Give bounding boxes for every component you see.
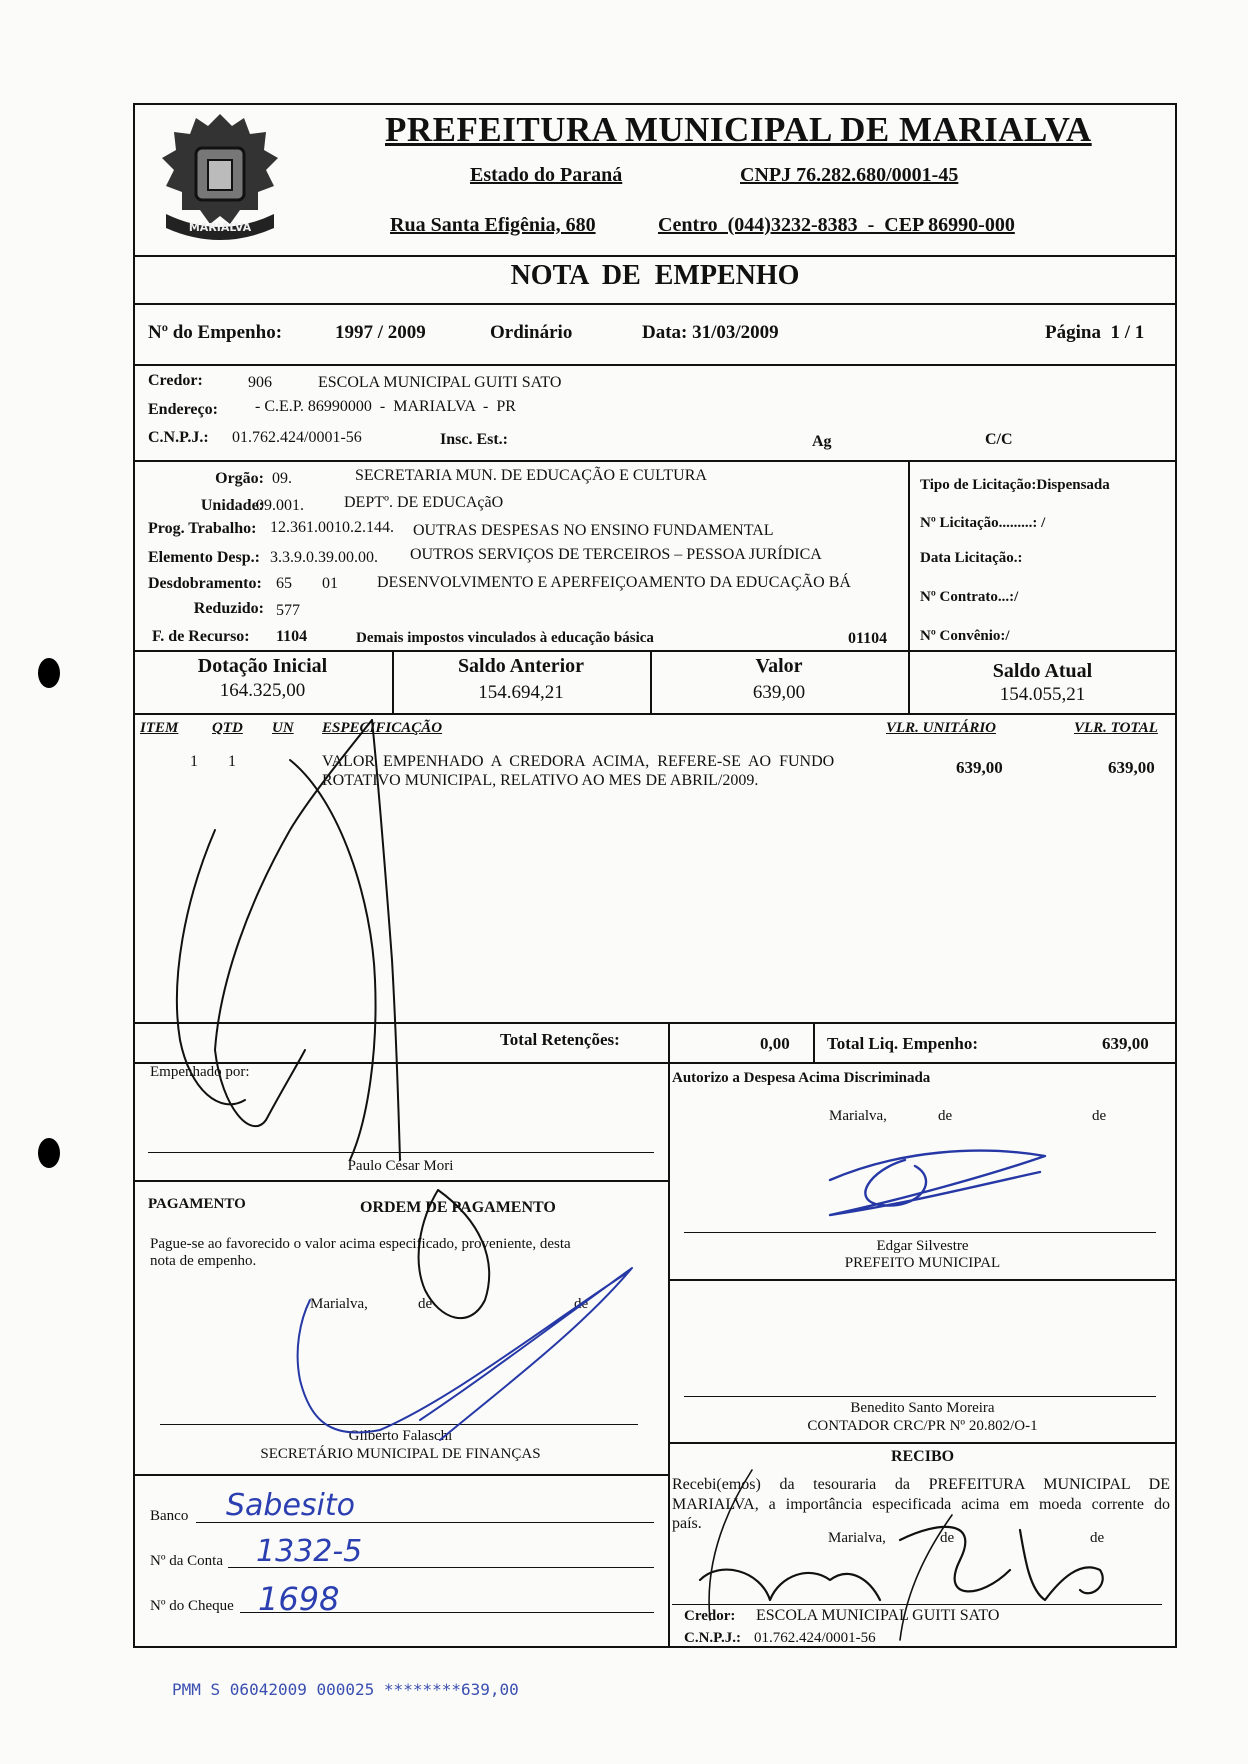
- liquido-value: 639,00: [1102, 1034, 1149, 1053]
- divider: [668, 1022, 670, 1062]
- credor-cnpj-label: C.N.P.J.:: [148, 429, 209, 446]
- divider: [133, 303, 1177, 305]
- credor-name: ESCOLA MUNICIPAL GUITI SATO: [318, 374, 562, 391]
- recibo-text-line2: MARIALVA, a importância especificada acima em moeda corrente do: [672, 1496, 1170, 1513]
- banco-handwritten: Sabesito: [226, 1488, 356, 1523]
- recurso-code: 1104: [276, 628, 308, 645]
- divider: [133, 1180, 668, 1182]
- divider: [813, 1022, 815, 1062]
- recibo-credor: ESCOLA MUNICIPAL GUITI SATO: [756, 1607, 1000, 1624]
- document-title: NOTA DE EMPENHO: [510, 260, 800, 291]
- prog-label: Prog. Trabalho:: [148, 520, 257, 537]
- licitacao-tipo: Tipo de Licitação:Dispensada: [920, 477, 1110, 493]
- elemento-name: OUTROS SERVIÇOS DE TERCEIROS – PESSOA JURÍDICA: [410, 546, 822, 563]
- divider: [668, 1442, 1177, 1444]
- pagamento-signer: Gilberto Falaschi: [348, 1428, 453, 1444]
- desdobramento-label: Desdobramento:: [148, 575, 262, 592]
- recibo-de1: de: [940, 1530, 955, 1546]
- divider: [133, 1062, 1177, 1064]
- credor-address-label: Endereço:: [148, 401, 218, 418]
- item-unit-value: 639,00: [956, 758, 1003, 777]
- autorizo-de2: de: [1092, 1108, 1107, 1124]
- signature-line: [672, 1604, 1162, 1605]
- empenho-type: Ordinário: [490, 322, 573, 343]
- signature-line: [160, 1424, 638, 1425]
- autorizo-place: Marialva,: [829, 1108, 887, 1124]
- valor-value: 639,00: [752, 682, 806, 703]
- licitacao-convenio: Nº Convênio:/: [920, 628, 1010, 644]
- unidade-label: Unidade:: [200, 497, 264, 514]
- divider: [133, 1474, 668, 1476]
- elemento-code: 3.3.9.0.39.00.00.: [270, 549, 378, 566]
- empenho-number-label: Nº do Empenho:: [148, 322, 283, 343]
- prog-code: 12.361.0010.2.144.: [270, 519, 394, 536]
- item-qtd: 1: [228, 753, 236, 770]
- desdobramento-code: 65: [276, 575, 292, 592]
- col-un-header: UN: [272, 720, 294, 736]
- conta-label: Nº da Conta: [150, 1553, 223, 1569]
- pagamento-label: PAGAMENTO: [148, 1196, 246, 1212]
- credor-label: Credor:: [148, 372, 203, 389]
- divider: [133, 1022, 1177, 1024]
- punch-hole-top: [38, 658, 60, 688]
- desdobramento-sub: 01: [322, 575, 338, 592]
- pagamento-text-line2: nota de empenho.: [150, 1253, 257, 1269]
- unidade-code: 09.001.: [256, 497, 304, 514]
- saldo-anterior-value: 154.694,21: [478, 682, 564, 703]
- dotacao-label: Dotação Inicial: [197, 655, 328, 677]
- empenho-number: 1997 / 2009: [335, 322, 426, 343]
- credor-address: - C.E.P. 86990000 - MARIALVA - PR: [255, 398, 516, 415]
- divider: [133, 255, 1177, 257]
- empenhado-signer: Paulo César Mori: [347, 1158, 454, 1174]
- divider: [908, 460, 910, 650]
- item-number: 1: [190, 753, 198, 770]
- col-especificacao-header: ESPECIFICAÇÃO: [322, 720, 443, 736]
- reduzido-label: Reduzido:: [193, 600, 264, 617]
- prog-name: OUTRAS DESPESAS NO ENSINO FUNDAMENTAL: [413, 522, 774, 539]
- credor-cnpj: 01.762.424/0001-56: [232, 429, 362, 446]
- recurso-label: F. de Recurso:: [152, 628, 250, 645]
- licitacao-data: Data Licitação.:: [920, 550, 1023, 566]
- liquido-label: Total Liq. Empenho:: [827, 1034, 978, 1053]
- item-spec-line1: VALOR EMPENHADO A CREDORA ACIMA, REFERE-SE AO FUNDO: [322, 753, 835, 770]
- credor-ag-label: Ag: [812, 433, 832, 450]
- header-district-phone-cep: Centro (044)3232-8383 - CEP 86990-000: [658, 214, 1015, 236]
- svg-text:MARIALVA: MARIALVA: [188, 221, 252, 234]
- recibo-credor-label: Credor:: [684, 1608, 736, 1624]
- col-vlr-unitario-header: VLR. UNITÁRIO: [886, 720, 997, 736]
- divider: [668, 1062, 670, 1648]
- conta-handwritten: 1332-5: [256, 1534, 363, 1569]
- divider: [133, 460, 1177, 462]
- header-title: PREFEITURA MUNICIPAL DE MARIALVA: [385, 110, 1092, 149]
- saldo-atual-label: Saldo Atual: [992, 660, 1093, 682]
- reduzido-value: 577: [276, 602, 300, 619]
- col-vlr-total-header: VLR. TOTAL: [1074, 720, 1158, 736]
- recibo-de2: de: [1090, 1530, 1105, 1546]
- punch-hole-bottom: [38, 1138, 60, 1168]
- desdobramento-name: DESENVOLVIMENTO E APERFEIÇOAMENTO DA EDUCAÇÃO BÁ: [377, 574, 851, 591]
- orgao-label: Orgão:: [215, 470, 264, 487]
- ordem-pagamento-label: ORDEM DE PAGAMENTO: [360, 1199, 556, 1216]
- pagamento-de1: de: [418, 1296, 433, 1312]
- contador-signer: Benedito Santo Moreira: [850, 1400, 995, 1416]
- saldo-anterior-label: Saldo Anterior: [457, 655, 585, 677]
- item-total-value: 639,00: [1108, 758, 1155, 777]
- print-stamp: PMM S 06042009 000025 ********639,00: [172, 1680, 519, 1699]
- empenho-page: Página 1 / 1: [1045, 322, 1145, 343]
- recibo-cnpj: 01.762.424/0001-56: [754, 1630, 876, 1646]
- dotacao-value: 164.325,00: [219, 680, 306, 701]
- credor-insc-label: Insc. Est.:: [440, 431, 509, 448]
- col-qtd-header: QTD: [212, 720, 243, 736]
- col-item-header: ITEM: [140, 720, 179, 736]
- divider: [133, 364, 1177, 366]
- signature-line: [684, 1232, 1156, 1233]
- item-spec-line2: ROTATIVO MUNICIPAL, RELATIVO AO MES DE ABRIL/2009.: [322, 772, 759, 789]
- contador-role: CONTADOR CRC/PR Nº 20.802/O-1: [807, 1418, 1038, 1434]
- credor-cc-label: C/C: [985, 431, 1013, 448]
- pagamento-role: SECRETÁRIO MUNICIPAL DE FINANÇAS: [260, 1446, 541, 1462]
- unidade-name: DEPTº. DE EDUCAçãO: [344, 494, 504, 511]
- licitacao-numero: Nº Licitação.........: /: [920, 515, 1046, 531]
- recibo-title: RECIBO: [890, 1448, 955, 1465]
- recibo-text-line1: Recebi(emos) da tesouraria da PREFEITURA MUNICIPAL DE: [672, 1476, 1170, 1493]
- coat-of-arms: [146, 106, 294, 254]
- elemento-label: Elemento Desp.:: [148, 549, 260, 566]
- recurso-name: Demais impostos vinculados à educação básica: [356, 630, 654, 646]
- licitacao-contrato: Nº Contrato...:/: [920, 589, 1019, 605]
- recibo-text-line3: país.: [672, 1515, 702, 1532]
- pagamento-text-line1: Pague-se ao favorecido o valor acima especificado, proveniente, desta: [150, 1236, 571, 1252]
- divider: [133, 713, 1177, 715]
- header-cnpj: CNPJ 76.282.680/0001-45: [740, 164, 959, 186]
- recibo-cnpj-label: C.N.P.J.:: [684, 1630, 741, 1646]
- autorizo-label: Autorizo a Despesa Acima Discriminada: [672, 1070, 931, 1086]
- autorizo-de1: de: [938, 1108, 953, 1124]
- divider: [668, 1279, 1177, 1281]
- autorizo-role: PREFEITO MUNICIPAL: [844, 1255, 1001, 1271]
- recurso-num: 01104: [848, 630, 888, 647]
- credor-code: 906: [248, 374, 272, 391]
- cheque-handwritten: 1698: [258, 1580, 340, 1618]
- retencoes-value: 0,00: [760, 1034, 790, 1053]
- pagamento-de2: de: [574, 1296, 589, 1312]
- orgao-code: 09.: [272, 470, 292, 487]
- empenhado-label: Empenhado por:: [150, 1064, 250, 1080]
- retencoes-label: Total Retenções:: [500, 1030, 620, 1049]
- empenho-date: Data: 31/03/2009: [642, 322, 779, 343]
- pagamento-place: Marialva,: [310, 1296, 368, 1312]
- header-address: Rua Santa Efigênia, 680: [390, 214, 596, 236]
- recibo-place: Marialva,: [828, 1530, 886, 1546]
- saldo-atual-value: 154.055,21: [999, 684, 1086, 705]
- signature-line: [684, 1396, 1156, 1397]
- divider: [133, 650, 1177, 652]
- banco-label: Banco: [150, 1508, 189, 1524]
- valor-label: Valor: [755, 655, 803, 677]
- header-state: Estado do Paraná: [470, 164, 623, 186]
- orgao-name: SECRETARIA MUN. DE EDUCAÇÃO E CULTURA: [355, 467, 707, 484]
- cheque-label: Nº do Cheque: [150, 1598, 234, 1614]
- signature-line: [148, 1152, 654, 1153]
- autorizo-signer: Edgar Silvestre: [876, 1238, 969, 1254]
